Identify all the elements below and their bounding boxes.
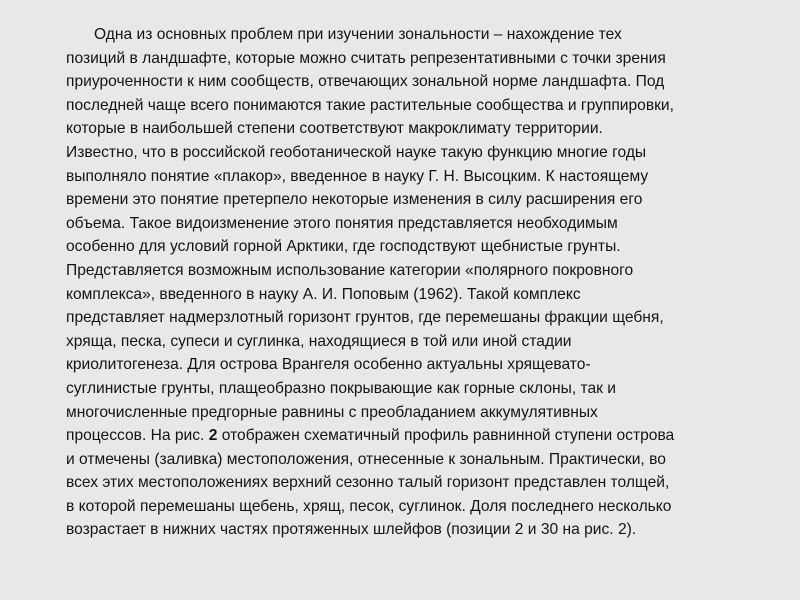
paragraph-line: выполняло понятие «плакор», введенное в науку Г. Н. Высоцким. К настоящему [66,167,649,185]
paragraph-line: приуроченности к ним сообществ, отвечающих зональной норме ландшафта. Под [66,73,665,91]
paragraph-line: криолитогенеза. Для острова Врангеля особенно актуальны хрящевато- [66,356,591,374]
paragraph-line: суглинистые грунты, плащеобразно покрывающие как горные склоны, так и [66,379,616,397]
paragraph-line: позиций в ландшафте, которые можно считать репрезентативными с точки зрения [66,49,666,67]
paragraph-line: последней чаще всего понимаются такие растительные сообщества и группировки, [66,96,674,114]
paragraph-line: всех этих местоположениях верхний сезонно талый горизонт представлен толщей, [66,474,670,492]
paragraph-line: особенно для условий горной Арктики, где господствуют щебнистые грунты. [66,238,621,256]
paragraph-line-figure-ref [66,424,786,448]
paragraph-line: которые в наибольшей степени соответствуют макроклимату территории. [66,120,603,138]
paragraph-line: возрастает в нижних частях протяженных шлейфов (позиции 2 и 30 на рис. 2). [66,521,637,539]
paragraph-line: объема. Такое видоизменение этого понятия представляется необходимым [66,214,618,232]
paragraph-line: Представляется возможным использование категории «полярного покровного [66,261,634,279]
figure-number: 2 [208,427,218,445]
paragraph-line: Известно, что в российской геоботанической науке такую функцию многие годы [66,143,647,161]
paragraph-line: многочисленные предгорные равнины с преобладанием аккумулятивных [66,403,598,421]
paragraph-line: времени это понятие претерпело некоторые изменения в силу расширения его [66,191,643,209]
paragraph-line: и отмечены (заливка) местоположения, отнесенные к зональным. Практически, во [66,450,666,468]
paragraph-line: Одна из основных проблем при изучении зональности – нахождение тех [94,26,622,43]
line-segment: отображен схематичный профиль равнинной ступени острова [217,427,675,445]
paragraph-line: комплекса», введенного в науку А. И. Поповым (1962). Такой комплекс [66,285,581,303]
body-paragraph [66,23,786,542]
paragraph-line: в которой перемешаны щебень, хрящ, песок, суглинок. Доля последнего несколько [66,497,672,515]
line-segment: процессов. На рис. [66,427,209,445]
paragraph-line: хряща, песка, супеси и суглинка, находящиеся в той или иной стадии [66,332,572,350]
paragraph-line: представляет надмерзлотный горизонт грунтов, где перемешаны фракции щебня, [66,309,664,327]
